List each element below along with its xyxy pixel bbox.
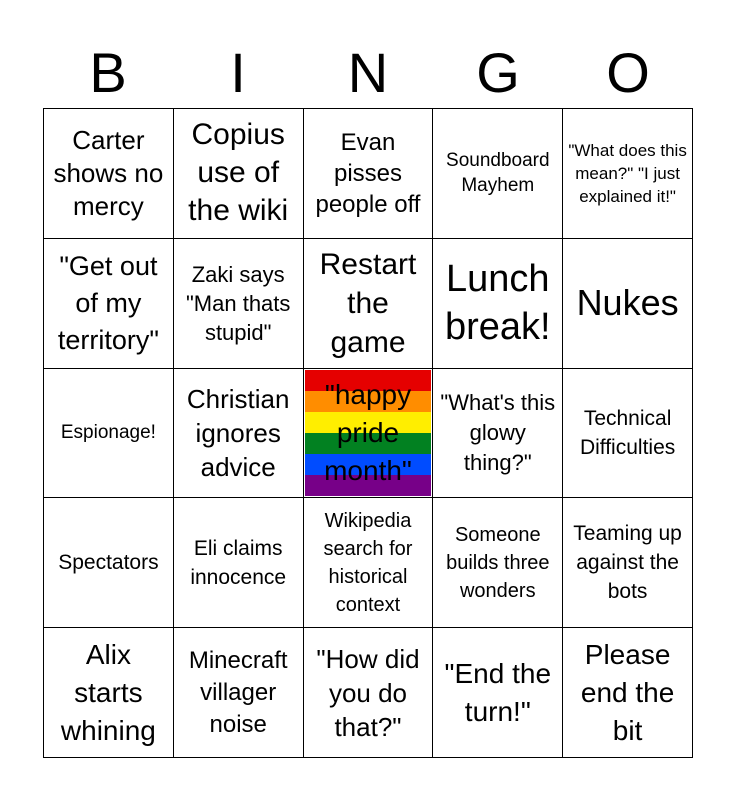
- bingo-cell-r3c1[interactable]: [44, 369, 174, 499]
- header-letter-i: I: [230, 41, 246, 104]
- cell-text: Eli claims innocence: [190, 536, 287, 589]
- cell-text: Please end the bit: [580, 638, 675, 746]
- bingo-cell-r1c5[interactable]: [563, 109, 693, 239]
- bingo-cell-r4c1[interactable]: [44, 498, 174, 628]
- bingo-cell-r3c2[interactable]: [174, 369, 304, 499]
- bingo-cell-r5c2[interactable]: [174, 628, 304, 758]
- cell-text: Wikipedia search for historical context: [323, 509, 413, 616]
- bingo-cell-r2c1[interactable]: [44, 239, 174, 369]
- bingo-cell-r2c5[interactable]: [563, 239, 693, 369]
- free-space-cell[interactable]: [304, 369, 434, 499]
- cell-text: "Get out of my territory": [57, 250, 159, 355]
- cell-text: "happy pride month": [324, 378, 412, 486]
- header-letter-g: G: [476, 41, 520, 104]
- bingo-cell-r4c3[interactable]: [304, 498, 434, 628]
- bingo-cell-r5c1[interactable]: [44, 628, 174, 758]
- cell-text: Lunch break!: [444, 258, 551, 349]
- cell-text: "End the turn!": [444, 657, 552, 727]
- header-letter-b: B: [89, 41, 127, 104]
- cell-text: Evan pisses people off: [315, 128, 421, 218]
- cell-text: Restart the game: [319, 247, 417, 359]
- cell-text: "How did you do that?": [316, 643, 420, 742]
- bingo-cell-r4c5[interactable]: [563, 498, 693, 628]
- cell-text: Alix starts whining: [60, 638, 156, 746]
- cell-text: Nukes: [576, 282, 679, 324]
- bingo-cell-r2c2[interactable]: [174, 239, 304, 369]
- bingo-cell-r4c4[interactable]: [433, 498, 563, 628]
- cell-text: Minecraft villager noise: [188, 646, 288, 738]
- header-letter-o: O: [606, 41, 650, 104]
- cell-text: Christian ignores advice: [186, 383, 290, 482]
- header-letter-n: N: [347, 41, 389, 104]
- cell-text: Spectators: [58, 551, 159, 575]
- cell-text: Someone builds three wonders: [446, 523, 550, 602]
- bingo-board: [43, 108, 693, 758]
- bingo-cell-r3c4[interactable]: [433, 369, 563, 499]
- cell-text: Soundboard Mayhem: [446, 150, 550, 197]
- cell-text: "What does this mean?" "I just explained it!": [568, 140, 687, 206]
- cell-text: Zaki says "Man thats stupid": [185, 261, 291, 345]
- bingo-cell-r1c3[interactable]: [304, 109, 434, 239]
- bingo-cell-r5c5[interactable]: [563, 628, 693, 758]
- cell-text: Carter shows no mercy: [53, 124, 164, 221]
- bingo-cell-r1c1[interactable]: [44, 109, 174, 239]
- cell-text: Teaming up against the bots: [573, 522, 682, 604]
- bingo-cell-r1c2[interactable]: [174, 109, 304, 239]
- bingo-cell-r5c4[interactable]: [433, 628, 563, 758]
- cell-text: "What's this glowy thing?": [440, 389, 556, 475]
- cell-text: Espionage!: [60, 422, 156, 444]
- bingo-cell-r2c4[interactable]: [433, 239, 563, 369]
- bingo-cell-r2c3[interactable]: [304, 239, 434, 369]
- bingo-cell-r3c5[interactable]: [563, 369, 693, 499]
- cell-text: Technical Difficulties: [579, 406, 676, 459]
- bingo-cell-r1c4[interactable]: [433, 109, 563, 239]
- bingo-header: [43, 40, 693, 106]
- bingo-cell-r4c2[interactable]: [174, 498, 304, 628]
- cell-text: Copius use of the wiki: [188, 118, 289, 228]
- bingo-cell-r5c3[interactable]: [304, 628, 434, 758]
